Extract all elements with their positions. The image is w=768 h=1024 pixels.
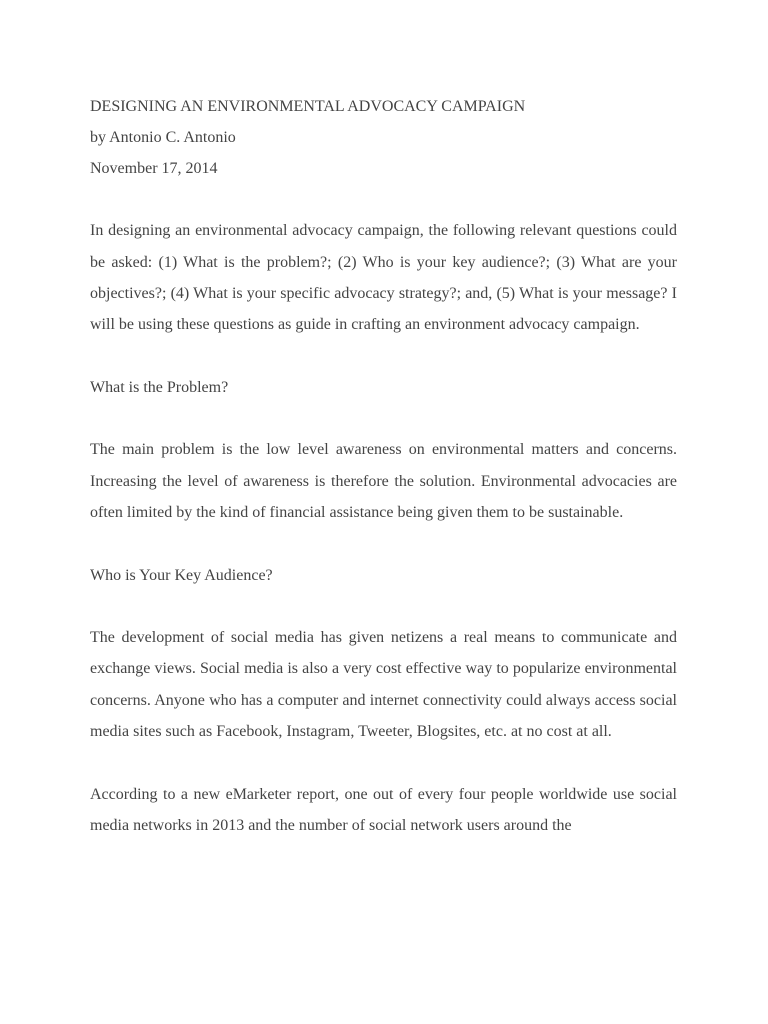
document-byline: by Antonio C. Antonio (90, 129, 236, 146)
audience-paragraph-1: The development of social media has given netizens a real means to communicate and exchange views. Social media is also a very cost effective way to popularize environmental concerns. Anyone who has a computer and internet connectivity could always access social media sites such as Facebook, Instagram, Tweeter, Blogsites, etc. at no cost at all. (90, 629, 677, 741)
spacer (90, 340, 677, 371)
document-title: DESIGNING AN ENVIRONMENTAL ADVOCACY CAMPAIGN (90, 98, 526, 115)
spacer (90, 747, 677, 778)
spacer (90, 528, 677, 559)
section-heading-audience: Who is Your Key Audience? (90, 566, 273, 584)
problem-paragraph: The main problem is the low level awareness on environmental matters and concerns. Increasing the level of awareness is therefore the solution. Environmental advocacies are often limited by the kind of financial assistance being given them to be sustainable. (90, 441, 677, 521)
spacer (90, 403, 677, 434)
intro-paragraph: In designing an environmental advocacy campaign, the following relevant questions could be asked: (1) What is the problem?; (2) Who is your key audience?; (3) What are your objectives?; (4) What is your specific advocacy strategy?; and, (5) What is your message? I will be using these questions as guide in crafting an environment advocacy campaign. (90, 222, 677, 334)
section-heading-problem: What is the Problem? (90, 378, 229, 396)
audience-paragraph-2: According to a new eMarketer report, one out of every four people worldwide use social media networks in 2013 and the number of social network users around the (90, 785, 677, 834)
document-body (90, 91, 677, 841)
spacer (90, 591, 677, 622)
spacer (90, 184, 677, 215)
document-date: November 17, 2014 (90, 160, 218, 177)
